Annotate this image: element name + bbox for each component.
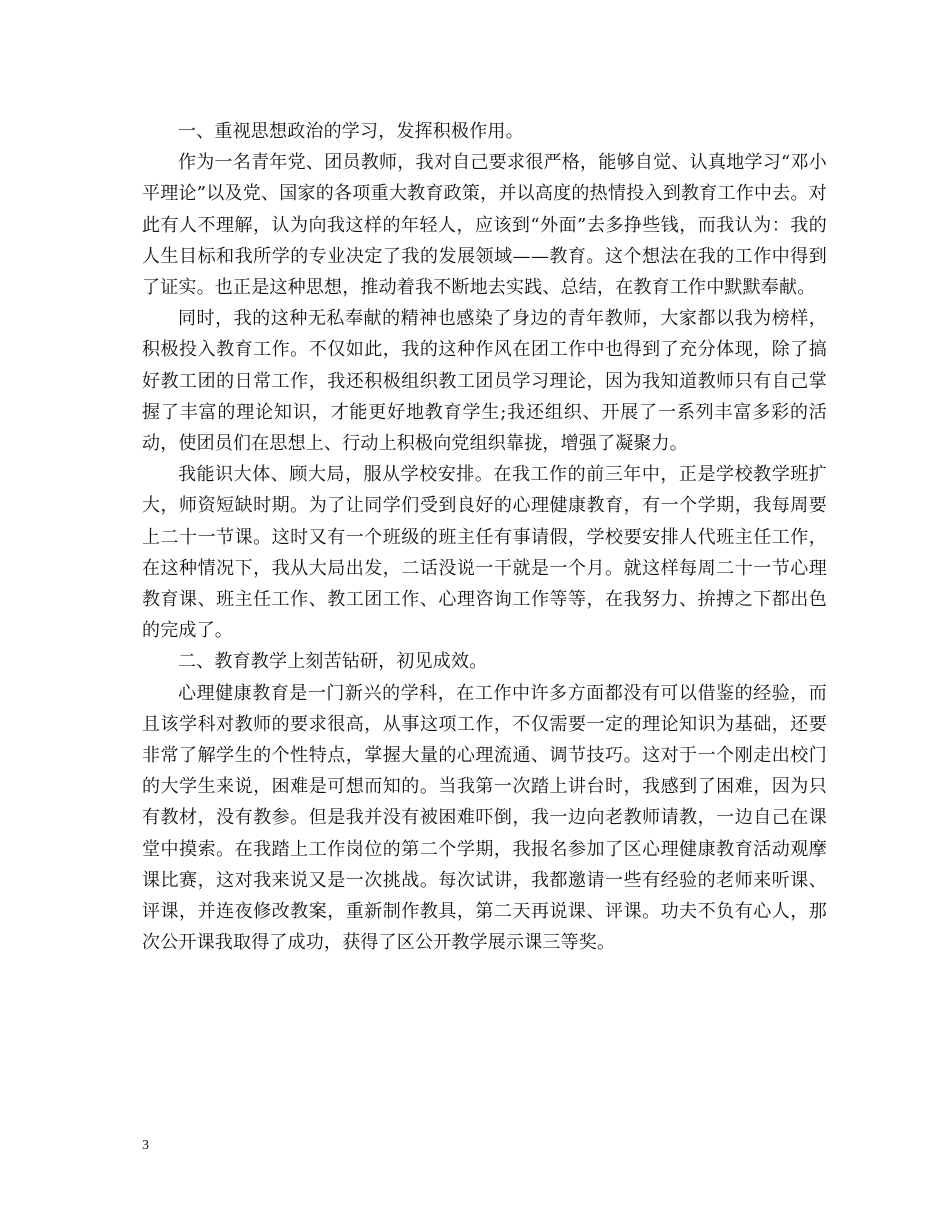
page-number: 3 <box>142 1138 149 1153</box>
section-heading-1: 一、重视思想政治的学习，发挥积极作用。 <box>178 121 524 142</box>
paragraph-1: 作为一名青年党、团员教师，我对自己要求很严格，能够自觉、认真地学习“邓小平理论”以及党、国家的各项重大教育政策，并以高度的热情投入到教育工作中去。对此有人不理解，认为向我这样的年轻人，应该到“外面”去多挣些钱，而我认为：我的人生目标和我所学的专业决定了我的发展领域——教育。这个想法在我的工作中得到了证实。也正是这种思想，推动着我不断地去实践、总结，在教育工作中默默奉献。 <box>142 152 827 299</box>
paragraph-4: 心理健康教育是一门新兴的学科，在工作中许多方面都没有可以借鉴的经验，而且该学科对教师的要求很高，从事这项工作，不仅需要一定的理论知识为基础，还要非常了解学生的个性特点，掌握大量的心理流通、调节技巧。这对于一个刚走出校门的大学生来说，困难是可想而知的。当我第一次踏上讲台时，我感到了困难，因为只有教材，没有教参。但是我并没有被困难吓倒，我一边向老教师请教，一边自己在课堂中摸索。在我踏上工作岗位的第二个学期，我报名参加了区心理健康教育活动观摩课比赛，这对我来说又是一次挑战。每次试讲，我都邀请一些有经验的老师来听课、评课，并连夜修改教案，重新制作教具，第二天再说课、评课。功夫不负有心人，那次公开课我取得了成功，获得了区公开教学展示课三等奖。 <box>142 682 827 954</box>
paragraph-3: 我能识大体、顾大局，服从学校安排。在我工作的前三年中，正是学校教学班扩大，师资短缺时期。为了让同学们受到良好的心理健康教育，有一个学期，我每周要上二十一节课。这时又有一个班级的班主任有事请假，学校要安排人代班主任工作，在这种情况下，我从大局出发，二话没说一干就是一个月。就这样每周二十一节心理教育课、班主任工作、教工团工作、心理咨询工作等等，在我努力、拚搏之下都出色的完成了。 <box>142 464 827 642</box>
document-body <box>142 116 827 958</box>
section-heading-2: 二、教育教学上刻苦钻研，初见成效。 <box>178 651 488 673</box>
paragraph-2: 同时，我的这种无私奉献的精神也感染了身边的青年教师，大家都以我为榜样，积极投入教育工作。不仅如此，我的这种作风在团工作中也得到了充分体现，除了搞好教工团的日常工作，我还积极组织教工团员学习理论，因为我知道教师只有自己掌握了丰富的理论知识，才能更好地教育学生;我还组织、开展了一系列丰富多彩的活动，使团员们在思想上、行动上积极向党组织靠拢，增强了凝聚力。 <box>142 308 827 455</box>
